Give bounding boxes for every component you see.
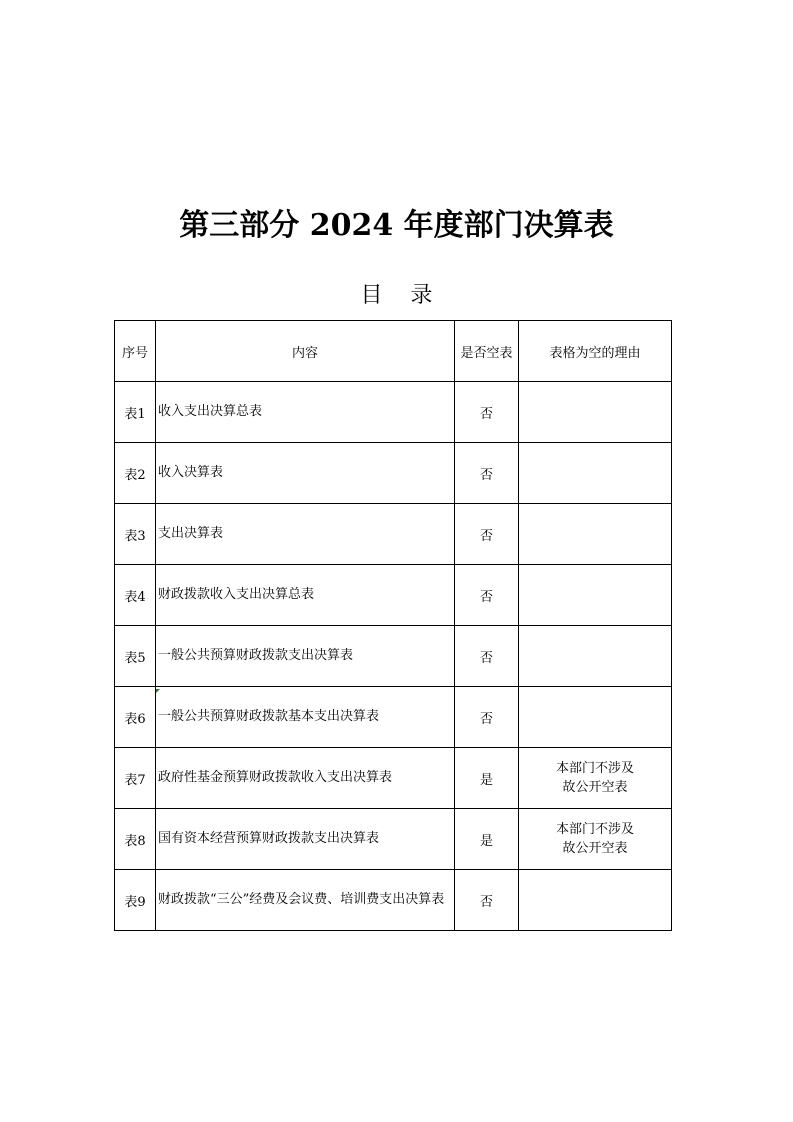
table-row: [115, 809, 672, 870]
row-is-empty: 否: [455, 382, 519, 443]
table-row: [115, 443, 672, 504]
row-reason: [519, 748, 672, 809]
page-title: 第三部分 2024 年度部门决算表: [179, 208, 614, 243]
row-is-empty: 否: [455, 687, 519, 748]
row-content: 一般公共预算财政拨款支出决算表: [156, 626, 455, 687]
row-reason: [519, 870, 672, 931]
reason-line-2: 故公开空表: [562, 780, 628, 795]
row-content: 政府性基金预算财政拨款收入支出决算表: [156, 748, 455, 809]
table-row: [115, 504, 672, 565]
row-reason: [519, 565, 672, 626]
row-seq: 表8: [115, 809, 156, 870]
toc-table: [114, 320, 672, 931]
row-content: 财政拨款“三公”经费及会议费、培训费支出决算表: [156, 870, 455, 931]
row-is-empty: 是: [455, 809, 519, 870]
row-seq: 表5: [115, 626, 156, 687]
table-row: [115, 565, 672, 626]
toc-heading: [0, 278, 793, 309]
row-reason: [519, 382, 672, 443]
table-row: [115, 748, 672, 809]
row-reason: [519, 687, 672, 748]
reason-line-1: 本部门不涉及: [555, 822, 634, 837]
row-seq: 表3: [115, 504, 156, 565]
row-seq: 表1: [115, 382, 156, 443]
header-content: 内容: [156, 321, 455, 382]
row-seq: 表6: [115, 687, 156, 748]
row-is-empty: 否: [455, 565, 519, 626]
header-is-empty: 是否空表: [455, 321, 519, 382]
table-row: [115, 687, 672, 748]
row-is-empty: 否: [455, 504, 519, 565]
table-header-row: [115, 321, 672, 382]
row-is-empty: 否: [455, 626, 519, 687]
row-seq: 表9: [115, 870, 156, 931]
row-content: 国有资本经营预算财政拨款支出决算表: [156, 809, 455, 870]
row-reason: [519, 809, 672, 870]
cell-comment-marker: [156, 689, 160, 693]
row-is-empty: 否: [455, 443, 519, 504]
header-reason: 表格为空的理由: [519, 321, 672, 382]
row-seq: 表4: [115, 565, 156, 626]
toc-heading-char-1: 目: [360, 283, 383, 308]
row-reason: [519, 626, 672, 687]
row-seq: 表2: [115, 443, 156, 504]
toc-heading-char-2: 录: [410, 283, 433, 308]
table-row: [115, 626, 672, 687]
row-content: 收入支出决算总表: [156, 382, 455, 443]
row-content: 一般公共预算财政拨款基本支出决算表: [156, 687, 455, 748]
row-content: 收入决算表: [156, 443, 455, 504]
row-reason: [519, 443, 672, 504]
row-is-empty: 否: [455, 870, 519, 931]
row-content: 财政拨款收入支出决算总表: [156, 565, 455, 626]
reason-line-2: 故公开空表: [562, 841, 628, 856]
table-row: [115, 382, 672, 443]
row-is-empty: 是: [455, 748, 519, 809]
row-seq: 表7: [115, 748, 156, 809]
row-content: 支出决算表: [156, 504, 455, 565]
header-seq: 序号: [115, 321, 156, 382]
table-row: [115, 870, 672, 931]
reason-line-1: 本部门不涉及: [555, 761, 634, 776]
row-reason: [519, 504, 672, 565]
